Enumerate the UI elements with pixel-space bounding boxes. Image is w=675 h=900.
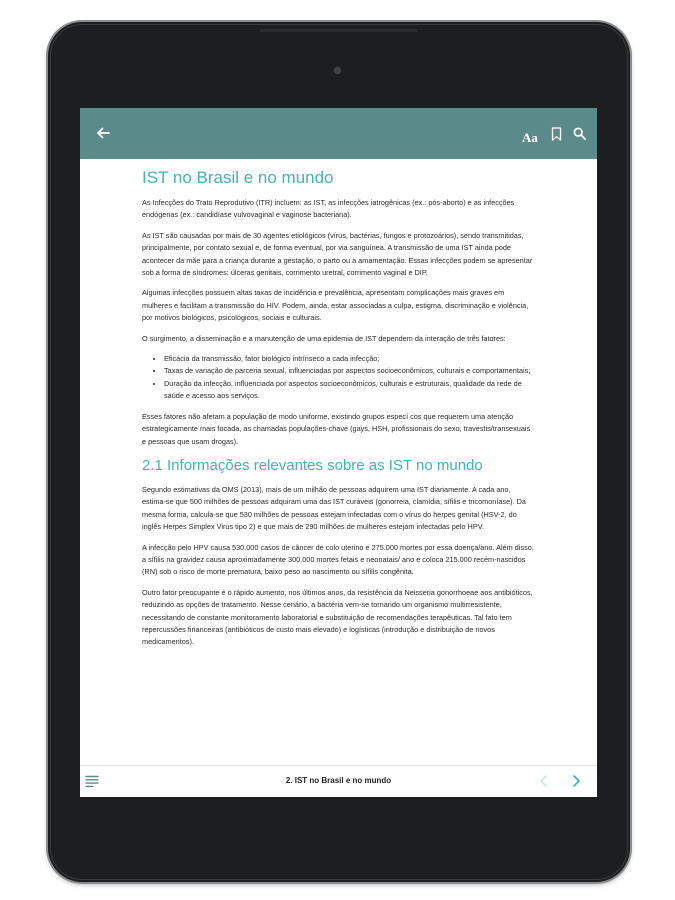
chapter-label: 2. IST no Brasil e no mundo bbox=[285, 776, 392, 785]
page-title: IST no Brasil e no mundo bbox=[142, 168, 334, 187]
paragraph: Algumas infecções possuem altas taxas de incidência e prevalência, apresentam complicações mais graves em mulheres e facilitam a transmissão do HIV. Podem, ainda, estar associadas a culpa, estigma, discriminação e violência, por motivos biológicos, psicológicos, sociais e culturais. bbox=[142, 288, 529, 323]
bottom-navigation-bar bbox=[80, 765, 597, 797]
speaker-grille bbox=[260, 29, 418, 32]
list-item: • Duração da infecção, influenciada por aspectos socioeconômicos, culturais e estruturais, qualidade da rede de saúde e acesso aos serviços. bbox=[164, 378, 535, 403]
paragraph: As Infecções do Trato Reprodutivo (ITR) incluem: as IST, as infecções iatrogênicas (ex.: pós-aborto) e as infecções endógenas (ex.: candidíase vulvovaginal e vaginose bacteriana). bbox=[142, 198, 515, 220]
reader-screen bbox=[80, 108, 597, 797]
article-content bbox=[142, 166, 535, 657]
paragraph: A infecção pelo HPV causa 530.000 casos de câncer de colo uterino e 275.000 mortes por essa doença/ano. Além disso, a sífilis na gravidez causa aproximadamente 300.000 mortes fetais e neonatais/ ano e coloca 215.000 recém-nascidos (RN) sob o risco de morte prematura, baixo peso ao nascimento ou sífilis congênita. bbox=[142, 542, 534, 577]
chevron-right-icon[interactable] bbox=[570, 774, 582, 793]
paragraph: Esses fatores não afetam a população de modo uniforme, existindo grupos especí cos que requerem uma atenção estrategicamente mais focada, as chamadas populações-chave (gays, HSH, profissionais do sexo, travestis/transexuais e pessoas que usam drogas). bbox=[142, 411, 531, 446]
list-item: • Taxas de variação de parceria sexual, influenciadas por aspectos socioeconômicos, culturais e comportamentais; bbox=[164, 365, 535, 377]
font-size-icon[interactable]: Aa bbox=[522, 130, 538, 145]
arrow-left-icon[interactable] bbox=[94, 124, 112, 142]
paragraph: Outro fator preocupante é o rápido aumento, nos últimos anos, da resistência da Neisseria gonorrhoeae aos antibióticos, reduzindo as opções de tratamento. Nesse cenário, a bactéria vem-se tornando um organismo multirresistente, necessitando de constante monitoramento laboratorial e substituição de recomendações terapêuticas. Tal fato tem repercussões financeiras (antibióticos de custo mais elevado) e logísticas (introdução e distribuição de novos medicamentos). bbox=[142, 587, 533, 647]
app-bar bbox=[80, 108, 597, 159]
section-title: 2.1 Informações relevantes sobre as IST no mundo bbox=[142, 456, 483, 474]
list-item: • Eficácia da transmissão, fator biológico intrínseco a cada infecção; bbox=[164, 353, 535, 365]
search-icon[interactable] bbox=[573, 127, 586, 145]
chevron-left-icon[interactable] bbox=[538, 774, 550, 793]
front-camera bbox=[334, 67, 341, 74]
bullet-list bbox=[142, 353, 535, 403]
bookmark-icon[interactable] bbox=[551, 127, 562, 146]
paragraph: O surgimento, a disseminação e a manutenção de uma epidemia de IST dependem da interação de três fatores: bbox=[142, 333, 506, 343]
paragraph: Segundo estimativas da OMS (2013), mais de um milhão de pessoas adquirem uma IST diariamente. A cada ano, estima-se que 500 milhões de pessoas adquiram uma das IST curáveis (gonorreia, clamídia, sífilis e tricomoníase). Da mesma forma, calcula-se que 530 milhões de pessoas estejam infectadas com o vírus do herpes genital (HSV-2, do inglês Herpes Simplex Virus tipo 2) e que mais de 290 milhões de mulheres estejam infectadas pelo HPV. bbox=[142, 484, 526, 532]
paragraph: As IST são causadas por mais de 30 agentes etiológicos (vírus, bactérias, fungos e protozoários), sendo transmitidas, principalmente, por contato sexual e, de forma eventual, por via sanguínea. A transmissão de uma IST ainda pode acontecer da mãe para a criança durante a gestação, o parto ou a amamentação. Essas infecções podem se apresentar sob a forma de síndromes: úlceras genitais, corrimento uretral, corrimento vaginal e DIP. bbox=[142, 230, 533, 278]
